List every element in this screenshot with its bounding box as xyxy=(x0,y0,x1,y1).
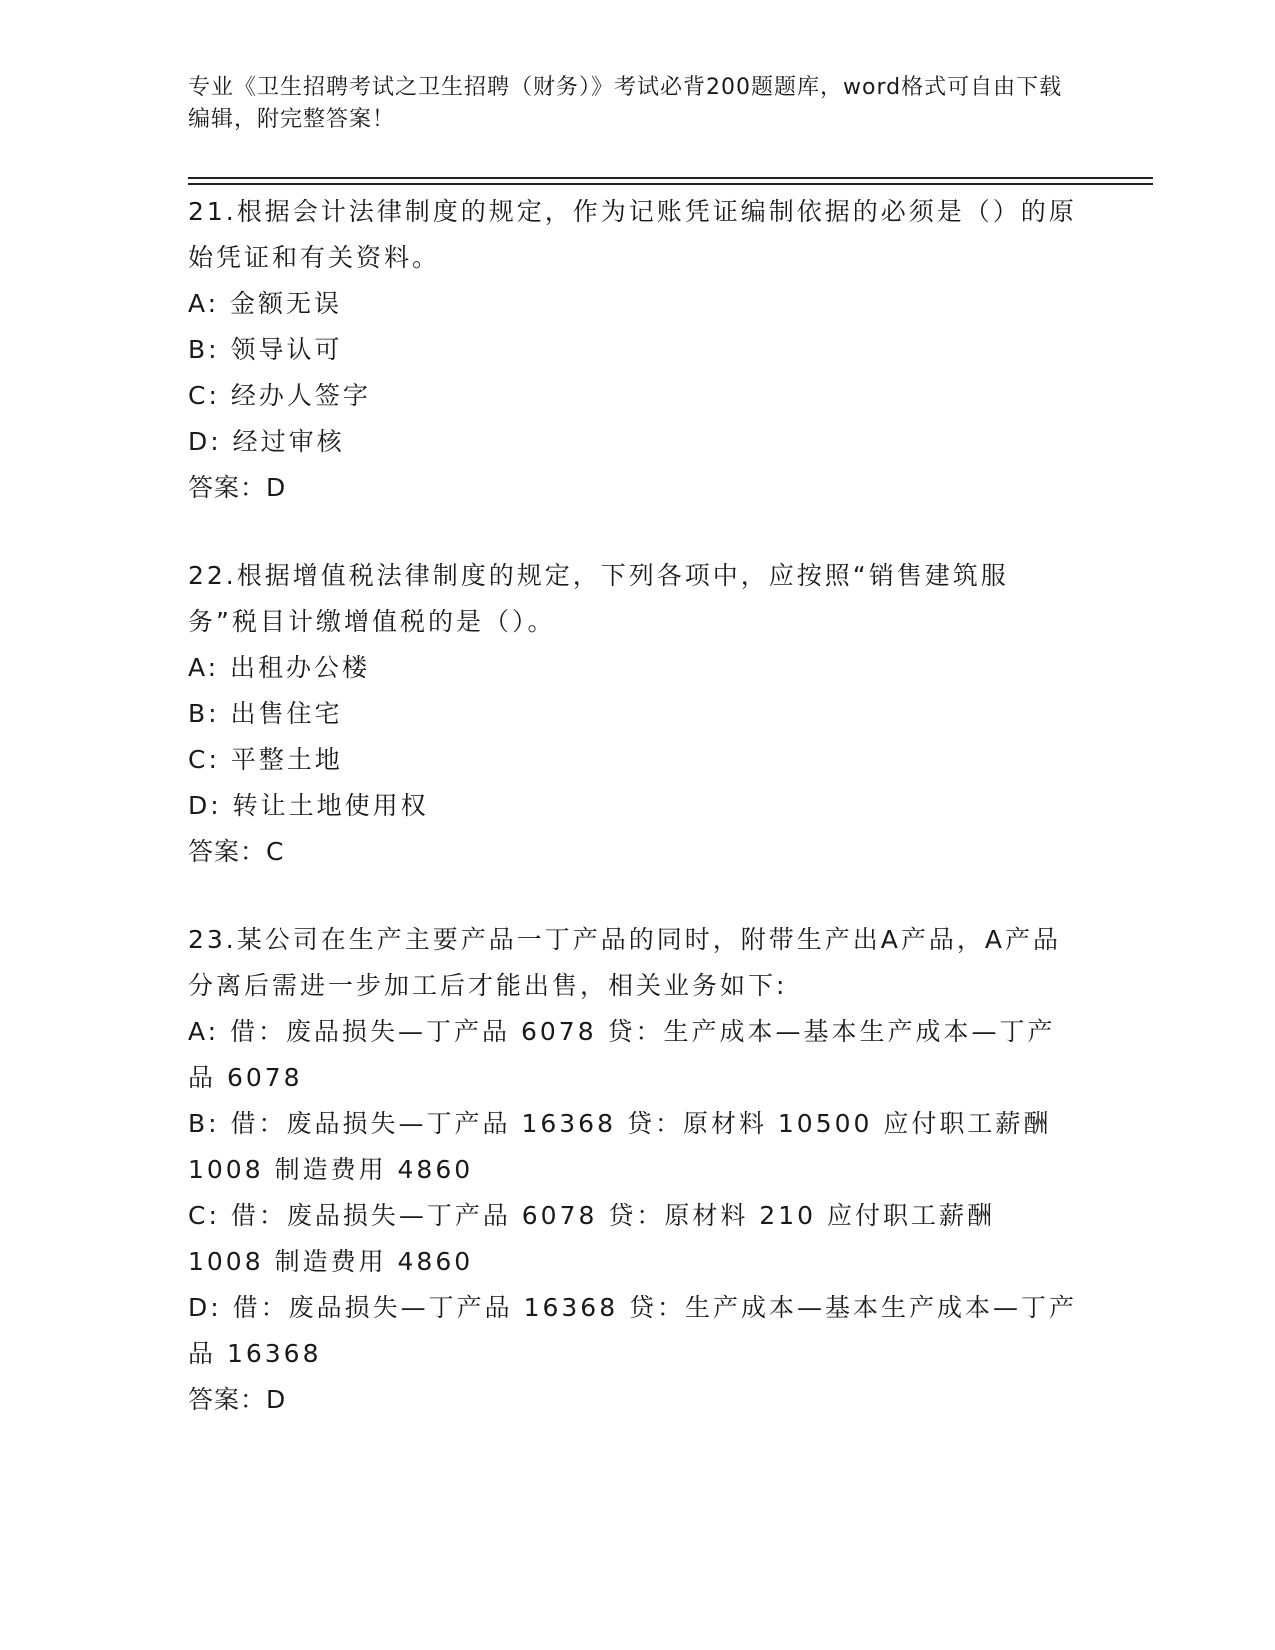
question-23 xyxy=(188,917,1078,1423)
option-a: A: 金额无误 xyxy=(188,289,343,318)
option-c: C: 经办人签字 xyxy=(188,381,371,410)
option-a: A: 借：废品损失—丁产品 6078 贷：生产成本—基本生产成本—丁产品 6078 xyxy=(188,1017,1056,1092)
header-divider-top xyxy=(188,177,1153,179)
option-d: D: 转让土地使用权 xyxy=(188,791,429,820)
option-c: C: 借：废品损失—丁产品 6078 贷：原材料 210 应付职工薪酬 1008 制造费用 4860 xyxy=(188,1201,1006,1276)
header-divider-bottom xyxy=(188,183,1153,185)
question-21 xyxy=(188,189,1078,511)
question-stem: 21.根据会计法律制度的规定，作为记账凭证编制依据的必须是（）的原始凭证和有关资料。 xyxy=(188,197,1077,272)
option-c: C: 平整土地 xyxy=(188,745,343,774)
option-b: B: 出售住宅 xyxy=(188,699,343,728)
option-d: D: 经过审核 xyxy=(188,427,345,456)
option-b: B: 领导认可 xyxy=(188,335,343,364)
option-d: D: 借：废品损失—丁产品 16368 贷：生产成本—基本生产成本—丁产品 16368 xyxy=(188,1293,1078,1368)
option-b: B: 借：废品损失—丁产品 16368 贷：原材料 10500 应付职工薪酬 1008 制造费用 4860 xyxy=(188,1109,1063,1184)
answer: 答案：D xyxy=(188,473,287,502)
document-header: 专业《卫生招聘考试之卫生招聘（财务）》考试必背200题题库，word格式可自由下载编辑，附完整答案！ xyxy=(188,75,1063,132)
question-22 xyxy=(188,553,1078,875)
answer: 答案：D xyxy=(188,1385,287,1414)
question-stem: 22.根据增值税法律制度的规定，下列各项中，应按照“销售建筑服务”税目计缴增值税的是（）。 xyxy=(188,561,1009,636)
option-a: A: 出租办公楼 xyxy=(188,653,371,682)
answer: 答案：C xyxy=(188,837,285,866)
question-stem: 23.某公司在生产主要产品一丁产品的同时，附带生产出A产品，A产品分离后需进一步加工后才能出售，相关业务如下: xyxy=(188,925,1061,1000)
